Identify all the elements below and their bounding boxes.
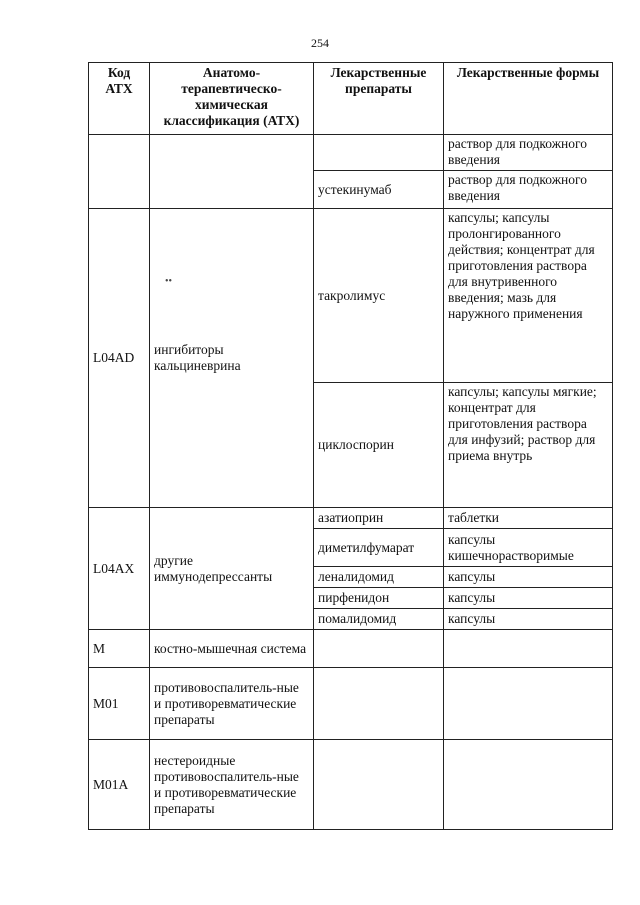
drug-cell: устекинумаб (314, 171, 444, 209)
header-forms: Лекарственные формы (444, 63, 613, 135)
drug-cell (314, 668, 444, 740)
drug-cell: циклоспорин (314, 383, 444, 508)
form-cell: капсулы; капсулы пролонгированного действия; концентрат для приготовления раствора для внутривенного введения; мазь для наружного применения (444, 209, 613, 383)
drug-cell (314, 135, 444, 171)
form-cell: капсулы кишечнорастворимые (444, 529, 613, 567)
name-cell (150, 135, 314, 209)
table-row (89, 135, 613, 171)
stray-mark: •• (165, 276, 173, 287)
form-cell: капсулы (444, 567, 613, 588)
page-number: 254 (311, 36, 329, 50)
header-drugs: Лекарственные препараты (314, 63, 444, 135)
table-row (89, 740, 613, 830)
form-cell (444, 668, 613, 740)
form-cell (444, 630, 613, 668)
drug-cell: азатиоприн (314, 508, 444, 529)
header-row (89, 63, 613, 135)
form-cell: раствор для подкожного введения (444, 171, 613, 209)
table-row (89, 209, 613, 383)
drug-cell: пирфенидон (314, 588, 444, 609)
form-cell: капсулы (444, 588, 613, 609)
drug-cell (314, 630, 444, 668)
code-cell: M01A (89, 740, 150, 830)
name-cell: противовоспалитель-ные и противоревматические препараты (150, 668, 314, 740)
header-code: Код АТХ (89, 63, 150, 135)
atc-table (88, 62, 613, 830)
drug-cell: помалидомид (314, 609, 444, 630)
table-row (89, 668, 613, 740)
form-cell: капсулы (444, 609, 613, 630)
name-cell: ингибиторы кальциневрина (150, 209, 314, 508)
name-cell: другие иммунодепрессанты (150, 508, 314, 630)
code-cell: L04AD (89, 209, 150, 508)
form-cell: таблетки (444, 508, 613, 529)
table-row (89, 630, 613, 668)
header-atc: Анатомо-терапевтическо-химическая классификация (АТХ) (150, 63, 314, 135)
form-cell (444, 740, 613, 830)
code-cell: M (89, 630, 150, 668)
table-row (89, 508, 613, 529)
drug-cell: диметилфумарат (314, 529, 444, 567)
name-cell: костно-мышечная система (150, 630, 314, 668)
form-cell: раствор для подкожного введения (444, 135, 613, 171)
form-cell: капсулы; капсулы мягкие; концентрат для приготовления раствора для инфузий; раствор для приема внутрь (444, 383, 613, 508)
code-cell: M01 (89, 668, 150, 740)
name-cell: нестероидные противовоспалитель-ные и противоревматические препараты (150, 740, 314, 830)
drug-cell: такролимус (314, 209, 444, 383)
drug-cell: леналидомид (314, 567, 444, 588)
code-cell (89, 135, 150, 209)
drug-cell (314, 740, 444, 830)
code-cell: L04AX (89, 508, 150, 630)
